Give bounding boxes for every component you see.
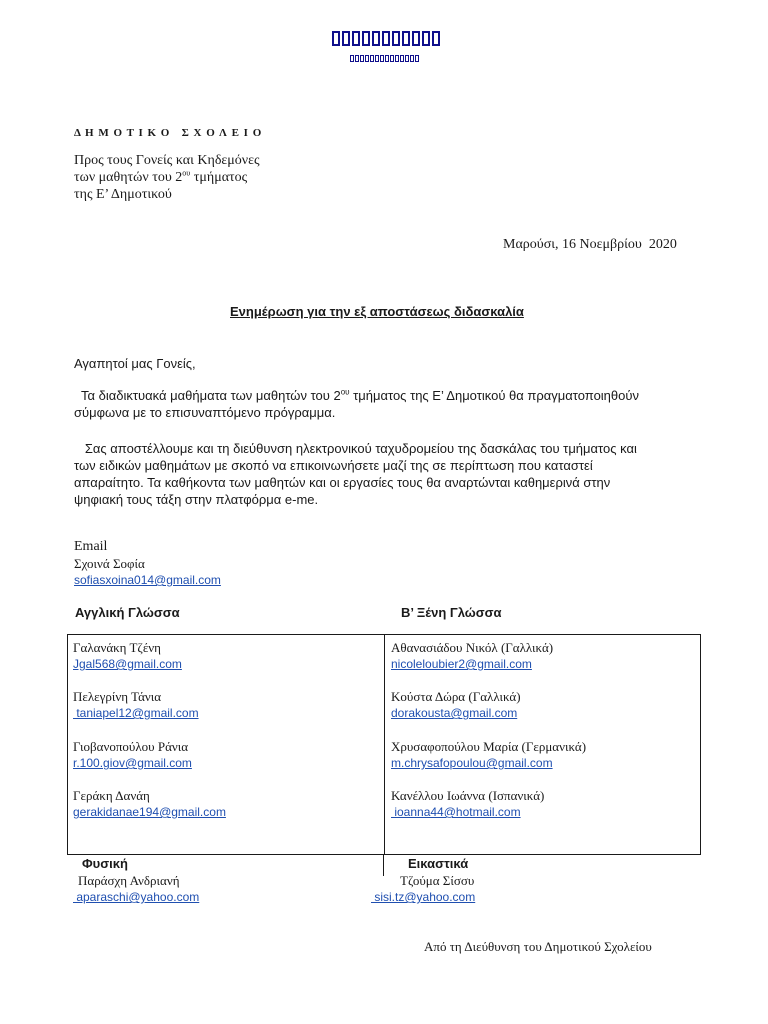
teacher-name: Σχοινά Σοφία: [74, 556, 145, 571]
school-name: Δ Η Μ Ο Τ Ι Κ Ο Σ Χ Ο Λ Ε Ι Ο: [74, 127, 263, 139]
paragraph-1-sup: ου: [340, 387, 350, 397]
arts-teacher-email[interactable]: sisi.tz@yahoo.com: [371, 890, 476, 904]
paragraph-2-line-4: ψηφιακή τους τάξη στην πλατφόρμα e-me.: [74, 492, 319, 507]
english-teacher-4-name: Γεράκη Δανάη: [73, 788, 150, 803]
greeting: Αγαπητοί μας Γονείς,: [74, 356, 196, 371]
signature: Από τη Διεύθυνση του Δημοτικού Σχολείου: [424, 939, 652, 954]
paragraph-1-post: τμήματος της Ε’ Δημοτικού θα πραγματοποιηθούν: [349, 388, 639, 403]
heading-english: Αγγλική Γλώσσα: [75, 605, 180, 620]
english-teacher-3-email[interactable]: r.100.giov@gmail.com: [73, 756, 192, 770]
language-teacher-2-name: Κούστα Δώρα (Γαλλικά): [391, 689, 521, 704]
paragraph-1-line-1: [74, 387, 639, 404]
language-teacher-1-email[interactable]: nicoleloubier2@gmail.com: [391, 657, 532, 671]
recipient-line-1: Προς τους Γονείς και Κηδεμόνες: [74, 153, 260, 168]
arts-teacher-name: Τζούμα Σίσσυ: [400, 873, 475, 888]
language-teacher-2-email[interactable]: dorakousta@gmail.com: [391, 706, 518, 720]
letter-subject: Ενημέρωση για την εξ αποστάσεως διδασκαλία: [230, 304, 524, 319]
lower-divider: [383, 854, 384, 876]
recipient-line-2-pre: των μαθητών του 2: [74, 170, 183, 185]
paragraph-1-pre: Τα διαδικτυακά μαθήματα των μαθητών του 2: [74, 388, 341, 403]
english-teacher-4-email[interactable]: gerakidanae194@gmail.com: [73, 805, 226, 819]
language-teacher-3-name: Χρυσαφοπούλου Μαρία (Γερμανικά): [391, 739, 587, 754]
recipient-line-2-post: τμήματος: [190, 170, 248, 185]
english-teacher-3-name: Γιοβανοπούλου Ράνια: [73, 739, 189, 754]
language-teacher-4-email[interactable]: ioanna44@hotmail.com: [391, 805, 521, 819]
physical-teacher-name: Παράσχη Ανδριανή: [78, 873, 180, 888]
paragraph-2-line-1: Σας αποστέλλουμε και τη διεύθυνση ηλεκτρονικού ταχυδρομείου της δασκάλας του τμήματος και: [74, 441, 637, 456]
paragraph-1-line-2: σύμφωνα με το επισυναπτόμενο πρόγραμμα.: [74, 405, 336, 420]
recipient-line-2-sup: ου: [182, 168, 191, 178]
paragraph-2-line-3: απαραίτητο. Τα καθήκοντα των μαθητών και οι εργασίες τους θα αναρτώνται καθημερινά στην: [74, 475, 611, 490]
english-teacher-2-name: Πελεγρίνη Τάνια: [73, 689, 162, 704]
header-logo: [332, 31, 440, 46]
letter-date: Μαρούσι, 16 Νοεμβρίου 2020: [503, 237, 677, 252]
header-subtitle: [350, 55, 419, 62]
language-teacher-1-name: Αθανασιάδου Νικόλ (Γαλλικά): [391, 640, 554, 655]
heading-arts: Εικαστικά: [408, 856, 469, 871]
heading-second-language: Β’ Ξένη Γλώσσα: [401, 605, 502, 620]
paragraph-2-line-2: των ειδικών μαθημάτων με σκοπό να επικοινωνήσετε μαζί της σε περίπτωση που καταστεί: [74, 458, 593, 473]
recipient-line-2: [74, 170, 247, 186]
physical-teacher-email[interactable]: aparaschi@yahoo.com: [73, 890, 200, 904]
language-teacher-4-name: Κανέλλου Ιωάννα (Ισπανικά): [391, 788, 545, 803]
email-label: Email: [74, 539, 108, 554]
teacher-email-link[interactable]: sofiasxoina014@gmail.com: [74, 573, 221, 587]
english-teacher-2-email[interactable]: taniapel12@gmail.com: [73, 706, 199, 720]
heading-physical: Φυσική: [82, 856, 128, 871]
english-teacher-1-name: Γαλανάκη Τζένη: [73, 640, 161, 655]
table-divider: [384, 635, 385, 854]
recipient-line-3: της Ε’ Δημοτικού: [74, 187, 172, 202]
language-teacher-3-email[interactable]: m.chrysafopoulou@gmail.com: [391, 756, 553, 770]
english-teacher-1-email[interactable]: Jgal568@gmail.com: [73, 657, 182, 671]
